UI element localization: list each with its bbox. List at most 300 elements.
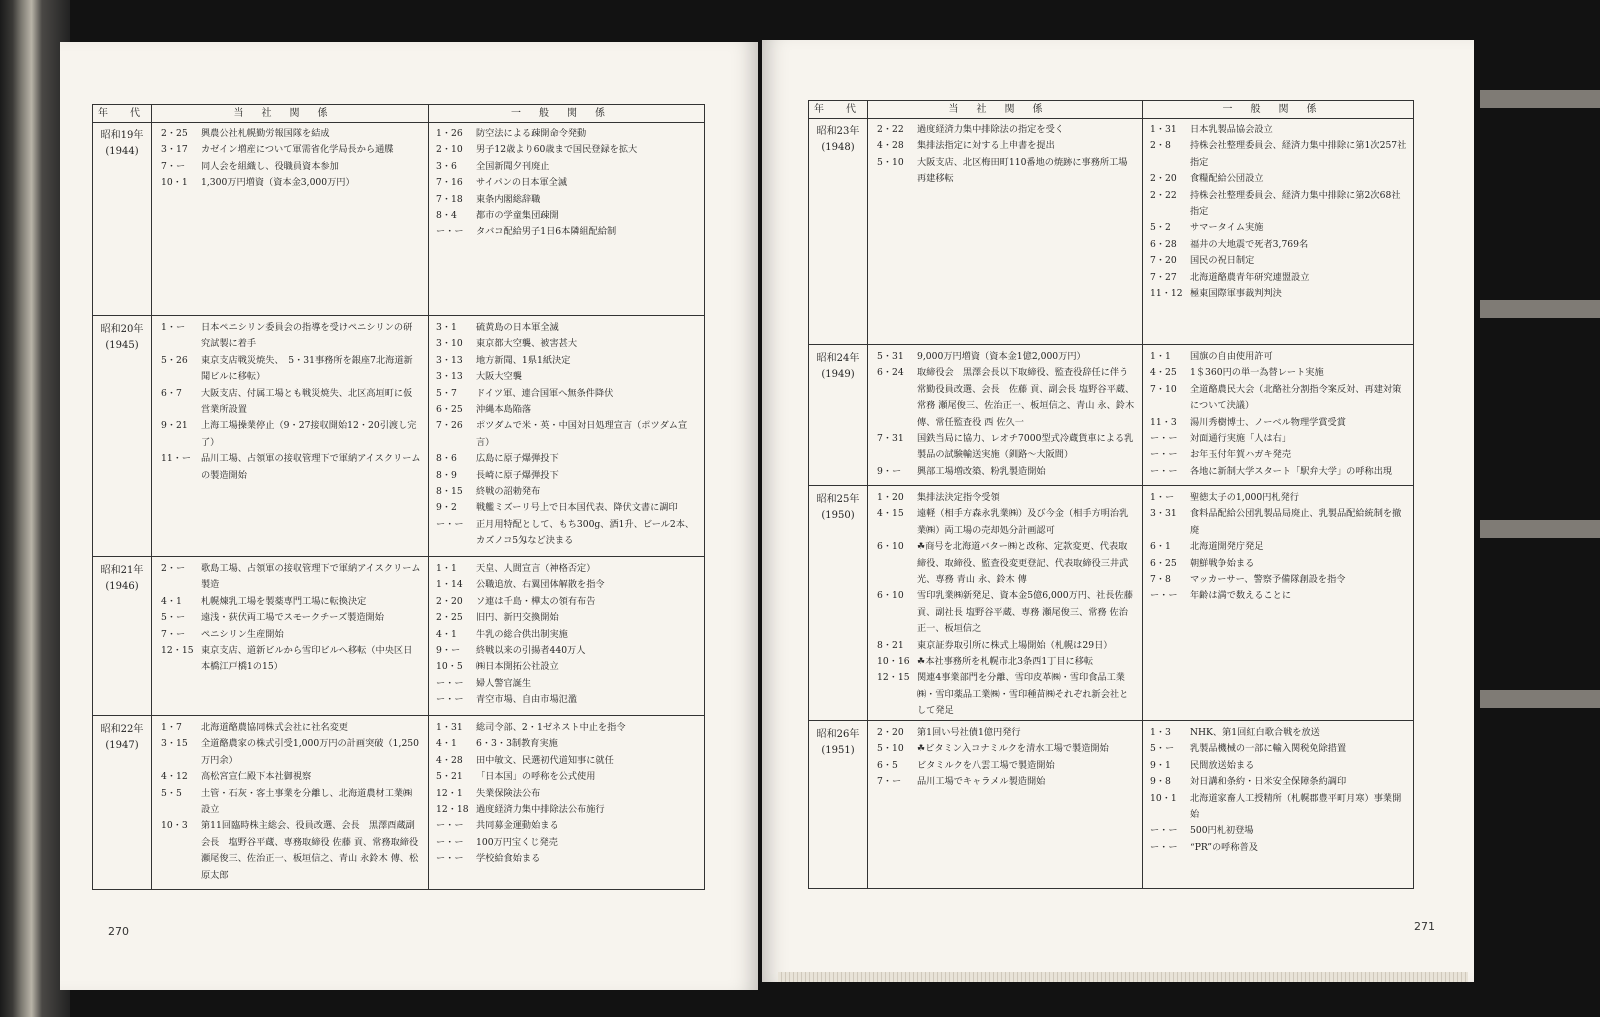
event-date: 1・1 [1150,351,1171,362]
event-item [1150,572,1409,588]
event-item [161,736,421,769]
event-text: 乳製品機械の一部に輸入関税免除措置 [1190,743,1347,755]
event-text: 東京支店戦災焼失、 5・31事務所を銀座7北海道新聞ビルに移転） [201,354,413,383]
event-item [161,451,421,484]
event-item [161,769,421,785]
event-text: マッカーサー、警察予備隊創設を指令 [1190,574,1346,586]
event-text: 国鉄当局に協力、レオチ7000型式冷蔵貨車による乳製品の試験輸送実施（釧路～大阪間） [917,433,1134,461]
event-text: 失業保険法公布 [476,787,541,799]
event-item [1150,349,1409,365]
event-item [436,627,700,643]
event-item [161,175,421,191]
event-text: 戦艦ミズーリ号上で日本国代表、降伏文書に調印 [476,502,678,514]
event-text: 品川工場でキャラメル製造開始 [917,776,1046,788]
event-item [877,138,1135,154]
event-text: タバコ配給男子1日6本隣組配給制 [476,226,617,238]
event-date: 9・1 [1150,759,1171,771]
event-item [436,142,700,158]
event-date: 8・6 [436,453,457,465]
event-date: ー・ー [1150,433,1178,445]
event-item [1150,138,1409,171]
event-text: 地方新聞、1県1紙決定 [476,354,571,366]
event-date: 2・20 [1150,173,1177,185]
event-text: 終戦以来の引揚者440万人 [476,645,586,657]
event-text: 北海道家畜人工授精所（札幌郡豊平町月寒）事業開始 [1190,792,1402,821]
event-text: 牛乳の総合供出制実施 [476,628,568,640]
event-date: 3・1 [436,322,457,333]
event-date: ー・ー [1150,825,1178,837]
event-item [1150,556,1409,572]
event-text: 天皇、人間宣言（神格否定） [476,563,596,574]
event-text: 防空法による疎開命令発動 [476,128,587,139]
event-text: 上海工場操業停止（9・27接収開始12・20引渡し完了） [201,420,417,448]
event-text: 沖縄本島陥落 [476,404,532,416]
event-item [436,336,700,352]
event-date: 3・13 [436,371,463,383]
event-text: 北海道酪農青年研究連盟設立 [1190,271,1310,283]
event-item [161,818,421,884]
era-label: 昭和25年 [816,494,860,505]
event-text: ㈱日本開拓公社設立 [476,661,559,673]
event-text: ビタミルクを八雲工場で製造開始 [917,759,1055,771]
event-text: 食料品配給公団乳製品局廃止、乳製品配給統制を撤廃 [1190,508,1402,536]
event-text: 都市の学童集団疎開 [476,210,559,222]
event-item [436,594,700,610]
event-text: 国民の祝日制定 [1190,255,1255,267]
era-label: 昭和23年 [816,126,860,137]
event-date: 6・10 [877,590,904,602]
event-text: 日本乳製品協会設立 [1190,124,1273,135]
event-item [436,577,700,593]
event-text: 持株会社整理委員会、経済力集中排除に第1次257社指定 [1190,140,1407,168]
event-date: 2・20 [436,595,463,607]
event-date: 5・5 [161,787,182,799]
event-item [1150,840,1409,856]
event-item [436,561,700,577]
event-item [436,369,700,385]
event-date: 5・10 [877,156,904,168]
event-date: 7・ー [161,160,186,172]
event-text: 雪印乳業㈱新発足、資本金5億6,000万円、社長佐藤 貢、副社長 塩野谷平蔵、専務 瀬尾俊三、常務 佐治正一、板垣信之 [917,590,1133,635]
event-text: 集排法決定指令受領 [917,492,1000,503]
event-date: 11・3 [1150,416,1177,428]
event-text: 興部工場増改築、粉乳製造開始 [917,465,1046,477]
event-text: 硫黄島の日本軍全滅 [476,322,559,333]
general-events [1150,490,1409,605]
event-item [161,643,421,676]
event-text: 聖徳太子の1,000円札発行 [1190,492,1299,503]
table-row [809,118,1413,344]
event-date: 3・15 [161,738,188,750]
era-label: 昭和26年 [816,729,860,740]
event-text: サマータイム実施 [1190,222,1264,234]
event-date: 4・28 [436,754,463,766]
event-item [436,208,700,224]
event-date: 6・1 [1150,541,1171,553]
event-item [877,654,1135,670]
era-label: 昭和24年 [816,353,860,364]
event-date: 5・21 [436,771,463,783]
event-item [436,192,700,208]
event-date: 1・14 [436,579,463,591]
event-item [436,353,700,369]
era-label: 昭和19年 [100,130,144,141]
event-item [161,594,421,610]
event-date: ー・ー [436,677,464,689]
event-text: サイパンの日本軍全滅 [476,177,568,189]
event-date: 1・26 [436,128,463,139]
event-text: 過度経済力集中排除法の指定を受く [917,124,1064,135]
event-item [1150,365,1409,381]
event-date: 5・2 [1150,222,1171,234]
event-text: 大阪支店、北区梅田町110番地の焼跡に事務所工場再建移転 [917,156,1128,185]
table-row [809,720,1413,889]
event-text: 総司令部、2・1ゼネスト中止を指令 [476,722,626,733]
table-row [93,556,704,716]
header-company: 当社関係 [233,108,346,119]
event-text: 青空市場、自由市場氾濫 [476,694,578,706]
event-item [1150,506,1409,539]
event-item [436,720,700,736]
event-date: 6・28 [1150,238,1177,250]
event-text: 第1回い号社債1億円発行 [917,727,1021,738]
header-era: 年 代 [814,104,862,115]
table-row [93,315,704,557]
event-text: 極東国際軍事裁判判決 [1190,288,1282,300]
event-text: ペニシリン生産開始 [201,628,284,640]
event-item [161,786,421,819]
event-text: 1＄360円の単一為替レート実施 [1190,367,1324,379]
event-text: 対日講和条約・日米安全保障条約調印 [1190,776,1347,788]
event-date: 6・25 [436,404,463,416]
event-text: 東京都大空襲、被害甚大 [476,338,578,350]
event-item [877,122,1135,138]
event-text: 北海道開発庁発足 [1190,541,1264,553]
event-date: 5・7 [436,387,457,399]
event-item [436,320,700,336]
table-row [809,485,1413,721]
event-text: 食糧配給公団設立 [1190,173,1264,185]
event-date: 4・12 [161,771,188,783]
event-text: 東京支店、道新ビルから雪印ビルへ移転（中央区日本橋江戸橋1の15） [201,645,413,673]
table-header [809,101,1413,119]
event-text: 札幌煉乳工場を製薬専門工場に転換決定 [201,595,367,607]
event-date: 2・22 [1150,189,1177,201]
event-text: 過度経済力集中排除法公布施行 [476,804,605,816]
event-date: 7・8 [1150,574,1171,586]
company-events [877,122,1135,188]
event-text: 共同募金運動始まる [476,820,559,832]
event-date: 10・16 [877,656,910,668]
table-row [809,344,1413,486]
event-text: 歌島工場、占領軍の接収管理下で軍納アイスクリーム製造 [201,563,421,591]
event-date: 12・15 [161,645,194,657]
event-item [1150,171,1409,187]
era-label: 昭和20年 [100,324,144,335]
event-item [1150,791,1409,824]
event-item [436,175,700,191]
event-date: 12・1 [436,787,463,799]
event-text: 広島に原子爆弾投下 [476,453,559,465]
event-date: 6・5 [877,759,898,771]
company-events [161,320,421,484]
event-text: 東京証券取引所に株式上場開始（札幌は29日） [917,639,1113,651]
event-date: 9・21 [161,420,188,432]
event-date: ー・ー [436,518,464,530]
company-events [161,720,421,884]
event-text: 北海道酪農協同株式会社に社名変更 [201,722,348,733]
event-item [436,468,700,484]
event-item [877,464,1135,480]
era-year: (1944) [105,146,139,157]
event-text: “PR”の呼称普及 [1190,841,1258,853]
event-date: 2・25 [161,128,188,139]
event-item [161,561,421,594]
event-text: 婦人警官誕生 [476,677,532,689]
era-label: 昭和22年 [100,724,144,735]
event-date: 5・26 [161,354,188,366]
event-item [161,142,421,158]
event-date: 9・ー [436,645,461,657]
event-text: 朝鮮戦争始まる [1190,557,1255,569]
event-date: 1・3 [1150,727,1171,738]
event-item [877,725,1135,741]
event-item [877,431,1135,464]
event-text: 第11回臨時株主総会、役員改選、会長 黒澤酉蔵副会長 塩野谷平蔵、専務取締役 佐藤 貢、常務取締役 瀬尾俊三、佐治正一、板垣信之、青山 永鈴木 傳、松原太郎 [201,820,419,881]
left-page [60,42,758,990]
era-year: (1946) [105,581,139,592]
header-general: 一般関係 [511,108,623,119]
event-text: 終戦の詔勅発布 [476,486,541,498]
event-item [436,818,700,834]
event-item [877,758,1135,774]
era-year: (1949) [821,369,855,380]
event-date: 1・ー [1150,492,1175,503]
event-item [436,610,700,626]
event-item [161,386,421,419]
event-item [1150,237,1409,253]
event-text: 対面通行実施「人は右」 [1190,433,1292,445]
event-date: 6・7 [161,387,182,399]
company-events [877,725,1135,791]
event-item [436,402,700,418]
event-item [436,418,700,451]
event-date: 2・25 [436,612,463,624]
event-item [436,159,700,175]
event-text: 各地に新制大学スタート「駅弁大学」の呼称出現 [1190,465,1393,477]
company-events [877,349,1135,480]
event-text: 6・3・3制教育実施 [476,738,558,750]
event-date: 4・1 [161,595,182,607]
event-date: 5・ー [161,612,186,624]
event-item [877,365,1135,431]
event-item [436,224,700,240]
event-text: 「日本国」の呼称を公式使用 [476,771,596,783]
event-item [1150,431,1409,447]
event-item [877,588,1135,637]
general-events [1150,122,1409,302]
company-events [161,126,421,192]
event-date: 1・ー [161,322,186,333]
event-date: 7・ー [877,776,902,788]
event-item [877,638,1135,654]
event-text: 大阪支店、付属工場とも戦災焼失、北区高垣町に仮営業所設置 [201,387,413,416]
event-item [436,851,700,867]
event-text: 同人会を組織し、役職員資本参加 [201,160,339,172]
event-text: お年玉付年賀ハガキ発売 [1190,449,1292,461]
general-events [436,126,700,241]
event-date: 6・10 [877,541,904,553]
event-item [1150,253,1409,269]
chronology-table-left [92,104,705,890]
era-year: (1948) [821,142,855,153]
event-date: 4・1 [436,738,457,750]
event-date: 8・21 [877,639,904,651]
event-date: 1・1 [436,563,457,574]
event-item [436,802,700,818]
event-item [436,500,700,516]
event-date: ー・ー [436,226,464,238]
event-item [1150,823,1409,839]
event-item [1150,539,1409,555]
event-date: 9・ー [877,465,902,477]
general-events [436,561,700,709]
event-item [436,753,700,769]
event-text: 公職追放、右翼団体解散を指令 [476,579,605,591]
event-item [1150,490,1409,506]
era-year: (1945) [105,340,139,351]
event-date: ー・ー [436,853,464,865]
event-date: 1・31 [1150,124,1177,135]
event-item [436,484,700,500]
event-date: 11・12 [1150,288,1183,300]
event-date: 12・18 [436,804,469,816]
event-text: 遠浅・荻伏両工場でスモークチーズ製造開始 [201,612,384,624]
event-date: 1・7 [161,722,182,733]
event-date: 8・9 [436,469,457,481]
event-date: 4・1 [436,628,457,640]
general-events [1150,725,1409,856]
event-item [161,353,421,386]
event-date: 6・25 [1150,557,1177,569]
event-date: 7・10 [1150,383,1177,395]
event-date: ー・ー [436,694,464,706]
event-date: 2・ー [161,563,186,574]
event-text: ソ連は千島・樺太の領有布告 [476,595,596,607]
event-text: 福井の大地震で死者3,769名 [1190,238,1309,250]
event-date: ー・ー [436,836,464,848]
event-date: 10・1 [161,177,188,189]
event-item [436,451,700,467]
table-row [93,122,704,315]
event-item [436,676,700,692]
event-date: 7・20 [1150,255,1177,267]
event-text: 土管・石灰・客土事業を分離し、北海道農材工業㈱設立 [201,787,413,816]
event-item [877,539,1135,588]
event-item [1150,382,1409,415]
event-text: 旧円、新円交換開始 [476,612,559,624]
event-text: 長崎に原子爆弾投下 [476,469,559,481]
event-date: 12・15 [877,672,910,684]
event-text: 田中敏文、民選初代道知事に就任 [476,754,614,766]
event-item [161,627,421,643]
event-date: 7・18 [436,193,463,205]
event-date: 7・26 [436,420,463,432]
event-text: 高松宮宣仁殿下本社御視察 [201,771,312,783]
event-date: 7・ー [161,628,186,640]
page-number: 271 [1414,920,1435,933]
era-year: (1951) [821,745,855,756]
event-text: 全国新聞夕刊廃止 [476,160,550,172]
event-date: 2・10 [436,144,463,156]
event-text: 500円札初登場 [1190,825,1254,837]
event-item [436,736,700,752]
event-text: 湯川秀樹博士、ノーベル物理学賞受賞 [1190,416,1346,428]
right-page [762,40,1474,982]
event-item [161,126,421,142]
event-text: ☘本社事務所を札幌市北3条西1丁目に移転 [917,656,1094,668]
event-item [1150,286,1409,302]
event-item [436,835,700,851]
event-text: ☘商号を北海道バター㈱と改称、定款変更、代表取締役、取締役、監査役変更登記、代表取締役三井武光、専務 青山 永、鈴木 傳 [917,541,1129,586]
event-date: 7・16 [436,177,463,189]
event-item [1150,447,1409,463]
event-date: 9・8 [1150,776,1171,788]
event-date: 6・24 [877,367,904,379]
event-date: 10・1 [1150,792,1177,804]
event-item [877,349,1135,365]
event-date: 5・ー [1150,743,1175,755]
event-text: 9,000万円増資（資本金1億2,000万円） [917,351,1086,362]
event-date: 4・25 [1150,367,1177,379]
event-date: 8・15 [436,486,463,498]
event-date: 4・15 [877,508,904,520]
event-item [436,386,700,402]
event-item [1150,758,1409,774]
event-item [877,670,1135,719]
event-item [161,610,421,626]
event-text: 全道酪農家の株式引受1,000万円の計画突破（1,250万円余） [201,738,419,766]
page-edge [778,972,1468,982]
general-events [1150,349,1409,480]
event-item [436,517,700,550]
event-item [436,786,700,802]
event-date: 2・22 [877,124,904,135]
event-date: ー・ー [436,820,464,832]
event-date: 3・10 [436,338,463,350]
event-item [1150,464,1409,480]
event-text: 品川工場、占領軍の接収管理下で軍納アイスクリームの製造開始 [201,453,421,481]
event-date: 3・6 [436,160,457,172]
era-year: (1947) [105,740,139,751]
event-date: 1・20 [877,492,904,503]
event-item [436,692,700,708]
event-item [1150,270,1409,286]
event-date: ー・ー [1150,590,1178,602]
event-date: 5・31 [877,351,904,362]
event-text: 遠軽（相手方森永乳業㈱）及び今金（相手方明治乳業㈱）両工場の売却処分計画認可 [917,508,1129,536]
event-text: 年齢は満で数えることに [1190,590,1292,602]
company-events [877,490,1135,720]
event-item [436,659,700,675]
event-date: 3・31 [1150,508,1177,520]
event-date: ー・ー [1150,465,1178,477]
event-text: カゼイン増産について軍需省化学局長から通牒 [201,144,394,156]
event-date: ー・ー [1150,449,1178,461]
event-item [1150,188,1409,221]
header-general: 一般関係 [1222,104,1335,115]
general-events [436,320,700,550]
